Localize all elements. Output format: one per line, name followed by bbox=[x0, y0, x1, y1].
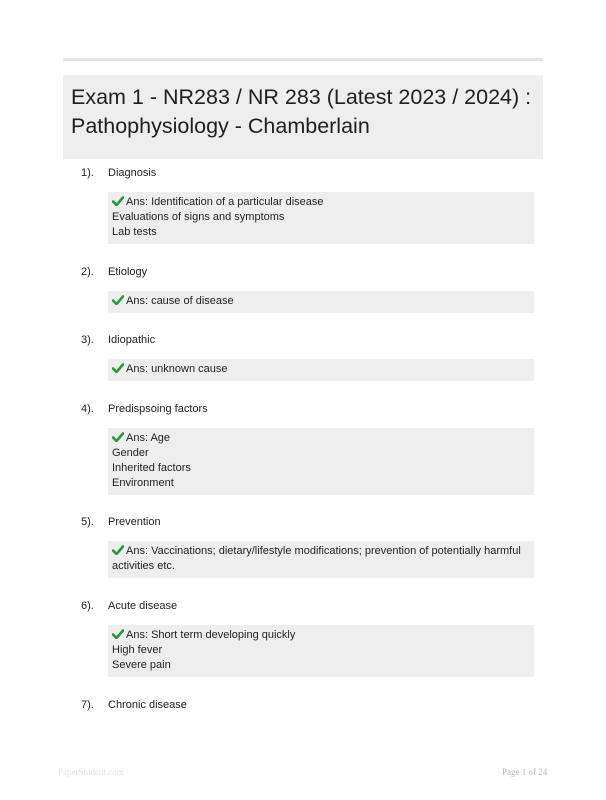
question-term: Etiology bbox=[108, 266, 148, 278]
answer-line: Environment bbox=[112, 477, 174, 489]
answer-box bbox=[108, 428, 534, 495]
check-icon bbox=[112, 295, 124, 305]
check-icon bbox=[112, 196, 124, 206]
title-box bbox=[63, 75, 543, 159]
answer-line: Gender bbox=[112, 447, 149, 459]
answer-line: Ans: Vaccinations; dietary/lifestyle modifications; prevention of potentially harmful activities etc. bbox=[112, 545, 521, 572]
answer-box bbox=[108, 625, 534, 677]
answer-line: Lab tests bbox=[112, 226, 157, 238]
question-number: 7). bbox=[81, 699, 94, 711]
answer-line: Ans: unknown cause bbox=[112, 362, 530, 377]
check-icon bbox=[112, 545, 124, 555]
answer-line: Inherited factors bbox=[112, 462, 191, 474]
answer-box bbox=[108, 192, 534, 244]
answer-line: Ans: Identification of a particular disease bbox=[112, 195, 530, 210]
answer-line: Ans: Age bbox=[112, 431, 530, 446]
answer-line: High fever bbox=[112, 644, 163, 656]
answer-box bbox=[108, 541, 534, 578]
question-number: 1). bbox=[81, 167, 94, 179]
answer-line: Severe pain bbox=[112, 659, 171, 671]
question-term: Idiopathic bbox=[108, 334, 156, 346]
question-number: 3). bbox=[81, 334, 94, 346]
top-rule bbox=[63, 58, 543, 61]
question-term: Chronic disease bbox=[108, 699, 187, 711]
answer-box bbox=[108, 359, 534, 381]
answer-box bbox=[108, 291, 534, 313]
page-number: Page 1 of 24 bbox=[502, 767, 548, 777]
check-icon bbox=[112, 432, 124, 442]
question-number: 4). bbox=[81, 403, 94, 415]
question-term: Acute disease bbox=[108, 600, 178, 612]
check-icon bbox=[112, 629, 124, 639]
answer-line: Ans: Short term developing quickly bbox=[112, 628, 530, 643]
question-term: Diagnosis bbox=[108, 167, 157, 179]
question-number: 5). bbox=[81, 516, 94, 528]
question-term: Prevention bbox=[108, 516, 161, 528]
check-icon bbox=[112, 363, 124, 373]
answer-line: Evaluations of signs and symptoms bbox=[112, 211, 285, 223]
page-title: Exam 1 - NR283 / NR 283 (Latest 2023 / 2024) : Pathophysiology - Chamberlain bbox=[71, 85, 532, 138]
question-number: 6). bbox=[81, 600, 94, 612]
footer-watermark: PaperStudent.com bbox=[58, 767, 124, 777]
answer-line: Ans: cause of disease bbox=[112, 294, 530, 309]
question-number: 2). bbox=[81, 266, 94, 278]
question-term: Predispsoing factors bbox=[108, 403, 208, 415]
